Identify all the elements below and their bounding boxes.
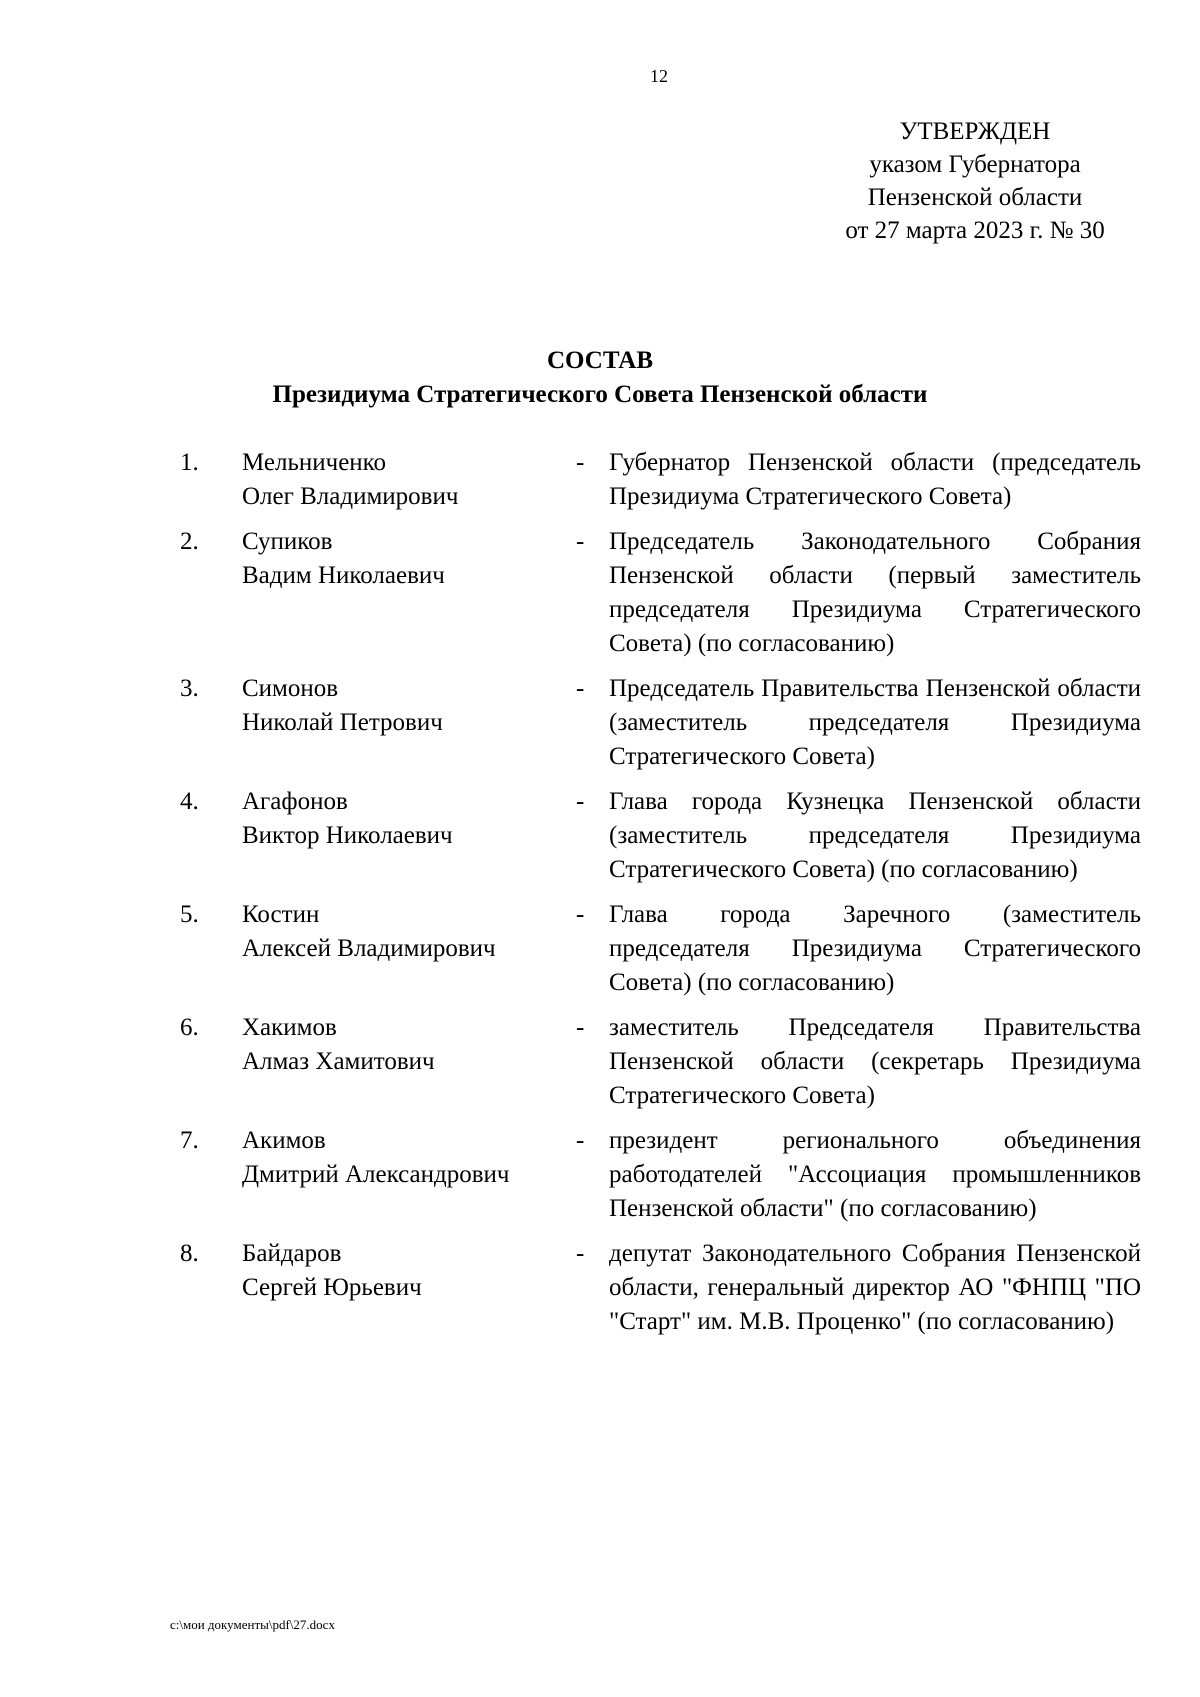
member-surname: Байдаров (242, 1240, 342, 1267)
member-role: Председатель Правительства Пензенской области (заместитель председателя Президиума Стратегического Совета) (609, 675, 1141, 770)
member-role: Губернатор Пензенской области (председатель Президиума Стратегического Совета) (609, 449, 1141, 510)
list-item (0, 446, 1200, 514)
document-heading (0, 344, 1200, 412)
approval-date: от 27 марта 2023 г. № 30 (845, 217, 1105, 244)
member-surname: Акимов (242, 1127, 326, 1154)
member-role: заместитель Председателя Правительства Пензенской области (секретарь Президиума Стратегического Совета) (609, 1014, 1141, 1109)
member-role: депутат Законодательного Собрания Пензенской области, генеральный директор АО "ФНПЦ "ПО "Старт" им. М.В. Проценко" (по согласованию) (609, 1240, 1141, 1335)
member-role: Глава города Заречного (заместитель председателя Президиума Стратегического Совета) (по согласованию) (609, 901, 1141, 996)
member-given-name: Сергей Юрьевич (242, 1274, 422, 1301)
approval-authority: указом Губернатора (869, 151, 1081, 178)
member-number: 4. (180, 788, 199, 815)
member-given-name: Алмаз Хамитович (242, 1048, 435, 1075)
member-dash: - (576, 528, 585, 555)
member-surname: Супиков (242, 528, 333, 555)
member-given-name: Алексей Владимирович (242, 935, 496, 962)
member-surname: Мельниченко (242, 449, 387, 476)
member-number: 6. (180, 1014, 199, 1041)
file-path-footer: c:\мои документы\pdf\27.docx (170, 1617, 335, 1632)
list-item (0, 898, 1200, 1000)
member-name (242, 1011, 572, 1079)
member-role: Председатель Законодательного Собрания Пензенской области (первый заместитель председателя Президиума Стратегического Совета) (по согласованию) (609, 528, 1141, 657)
member-name (242, 525, 572, 593)
approval-region: Пензенской области (867, 184, 1083, 211)
member-surname: Костин (242, 901, 320, 928)
document-subtitle: Президиума Стратегического Совета Пензенской области (272, 381, 928, 408)
members-list (0, 446, 1200, 1339)
list-item (0, 1124, 1200, 1226)
approval-status: УТВЕРЖДЕН (899, 118, 1051, 145)
member-number: 3. (180, 675, 199, 702)
list-item (0, 1237, 1200, 1339)
member-surname: Хакимов (242, 1014, 337, 1041)
member-dash: - (576, 1014, 585, 1041)
member-dash: - (576, 901, 585, 928)
member-role: президент регионального объединения работодателей "Ассоциация промышленников Пензенской области" (по согласованию) (609, 1127, 1141, 1222)
member-number: 2. (180, 528, 199, 555)
approval-block (810, 115, 1140, 247)
member-dash: - (576, 788, 585, 815)
member-given-name: Виктор Николаевич (242, 822, 453, 849)
member-name (242, 898, 572, 966)
member-given-name: Вадим Николаевич (242, 562, 445, 589)
member-role: Глава города Кузнецка Пензенской области (заместитель председателя Президиума Стратегического Совета) (по согласованию) (609, 788, 1141, 883)
list-item (0, 785, 1200, 887)
member-surname: Симонов (242, 675, 339, 702)
list-item (0, 525, 1200, 661)
member-name (242, 672, 572, 740)
list-item (0, 672, 1200, 774)
member-given-name: Дмитрий Александрович (242, 1161, 510, 1188)
member-number: 5. (180, 901, 199, 928)
member-surname: Агафонов (242, 788, 348, 815)
member-number: 1. (180, 449, 199, 476)
member-dash: - (576, 449, 585, 476)
list-item (0, 1011, 1200, 1113)
member-number: 7. (180, 1127, 199, 1154)
member-name (242, 785, 572, 853)
member-given-name: Николай Петрович (242, 709, 443, 736)
member-name (242, 1124, 572, 1192)
page-number: 12 (650, 66, 668, 86)
member-dash: - (576, 1240, 585, 1267)
member-dash: - (576, 675, 585, 702)
member-given-name: Олег Владимирович (242, 483, 459, 510)
document-title: СОСТАВ (546, 347, 654, 374)
member-name (242, 446, 572, 514)
member-number: 8. (180, 1240, 199, 1267)
member-dash: - (576, 1127, 585, 1154)
member-name (242, 1237, 572, 1305)
